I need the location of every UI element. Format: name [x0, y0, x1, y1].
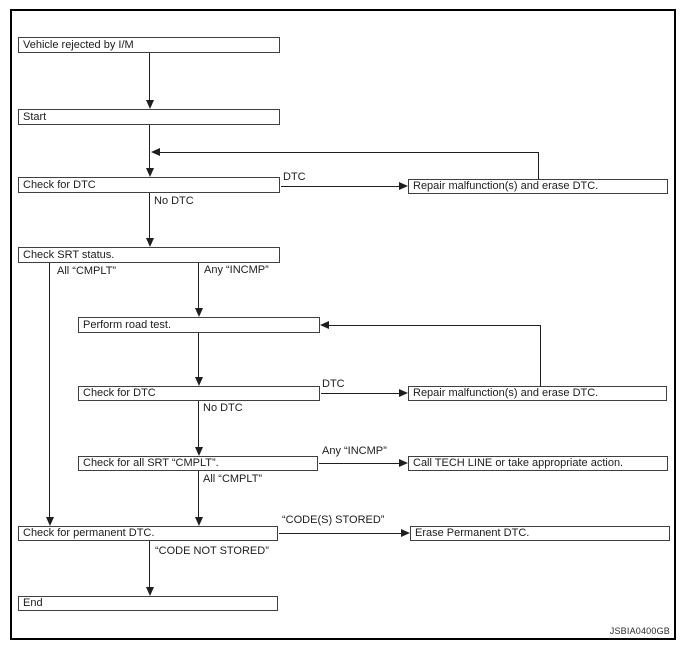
node-check-srt-status: Check SRT status.	[18, 247, 280, 263]
arrow-down-icon	[146, 168, 154, 177]
node-erase-permanent-dtc: Erase Permanent DTC.	[410, 526, 670, 541]
connector-line	[281, 186, 402, 187]
connector-line	[198, 263, 199, 310]
node-check-dtc-2: Check for DTC	[78, 386, 320, 401]
connector-line	[279, 533, 402, 534]
arrow-down-icon	[195, 377, 203, 386]
connector-line	[149, 193, 150, 240]
arrow-left-icon	[151, 148, 160, 156]
connector-line	[153, 152, 539, 153]
arrow-right-icon	[401, 529, 410, 537]
node-repair-erase-dtc-1: Repair malfunction(s) and erase DTC.	[408, 179, 668, 194]
node-check-all-srt-cmplt: Check for all SRT “CMPLT”.	[78, 456, 318, 471]
connector-line	[538, 152, 539, 180]
connector-line	[49, 263, 50, 519]
node-vehicle-rejected: Vehicle rejected by I/M	[18, 37, 280, 53]
arrow-right-icon	[399, 459, 408, 467]
arrow-down-icon	[195, 308, 203, 317]
connector-line	[540, 325, 541, 386]
arrow-down-icon	[146, 238, 154, 247]
connector-line	[149, 53, 150, 102]
node-end: End	[18, 596, 278, 611]
edge-label-code-not-stored: “CODE NOT STORED”	[155, 545, 269, 557]
edge-label-no-dtc-1: No DTC	[154, 195, 194, 207]
node-check-permanent-dtc: Check for permanent DTC.	[18, 526, 278, 541]
arrow-down-icon	[195, 447, 203, 456]
node-check-dtc-1: Check for DTC	[18, 177, 280, 193]
node-call-tech-line: Call TECH LINE or take appropriate action.	[408, 456, 668, 471]
edge-label-codes-stored: “CODE(S) STORED”	[282, 514, 385, 526]
connector-line	[321, 393, 402, 394]
figure-id-watermark: JSBIA0400GB	[609, 626, 670, 636]
connector-line	[198, 333, 199, 379]
edge-label-all-cmplt-1: All “CMPLT”	[57, 265, 117, 277]
arrow-left-icon	[320, 321, 329, 329]
edge-label-any-incmp-1: Any “INCMP”	[204, 264, 269, 276]
arrow-right-icon	[399, 182, 408, 190]
arrow-down-icon	[146, 100, 154, 109]
arrow-right-icon	[399, 389, 408, 397]
edge-label-any-incmp-2: Any “INCMP”	[322, 445, 387, 457]
node-start: Start	[18, 109, 280, 125]
edge-label-no-dtc-2: No DTC	[203, 402, 243, 414]
connector-line	[319, 463, 402, 464]
node-perform-road-test: Perform road test.	[78, 317, 320, 333]
edge-label-all-cmplt-2: All “CMPLT”	[203, 473, 263, 485]
node-repair-erase-dtc-2: Repair malfunction(s) and erase DTC.	[408, 386, 667, 401]
connector-line	[323, 325, 541, 326]
arrow-down-icon	[46, 517, 54, 526]
arrow-down-icon	[146, 587, 154, 596]
arrow-down-icon	[195, 517, 203, 526]
edge-label-dtc-2: DTC	[322, 378, 345, 390]
connector-line	[149, 541, 150, 589]
connector-line	[198, 401, 199, 449]
connector-line	[198, 471, 199, 519]
edge-label-dtc-1: DTC	[283, 171, 306, 183]
